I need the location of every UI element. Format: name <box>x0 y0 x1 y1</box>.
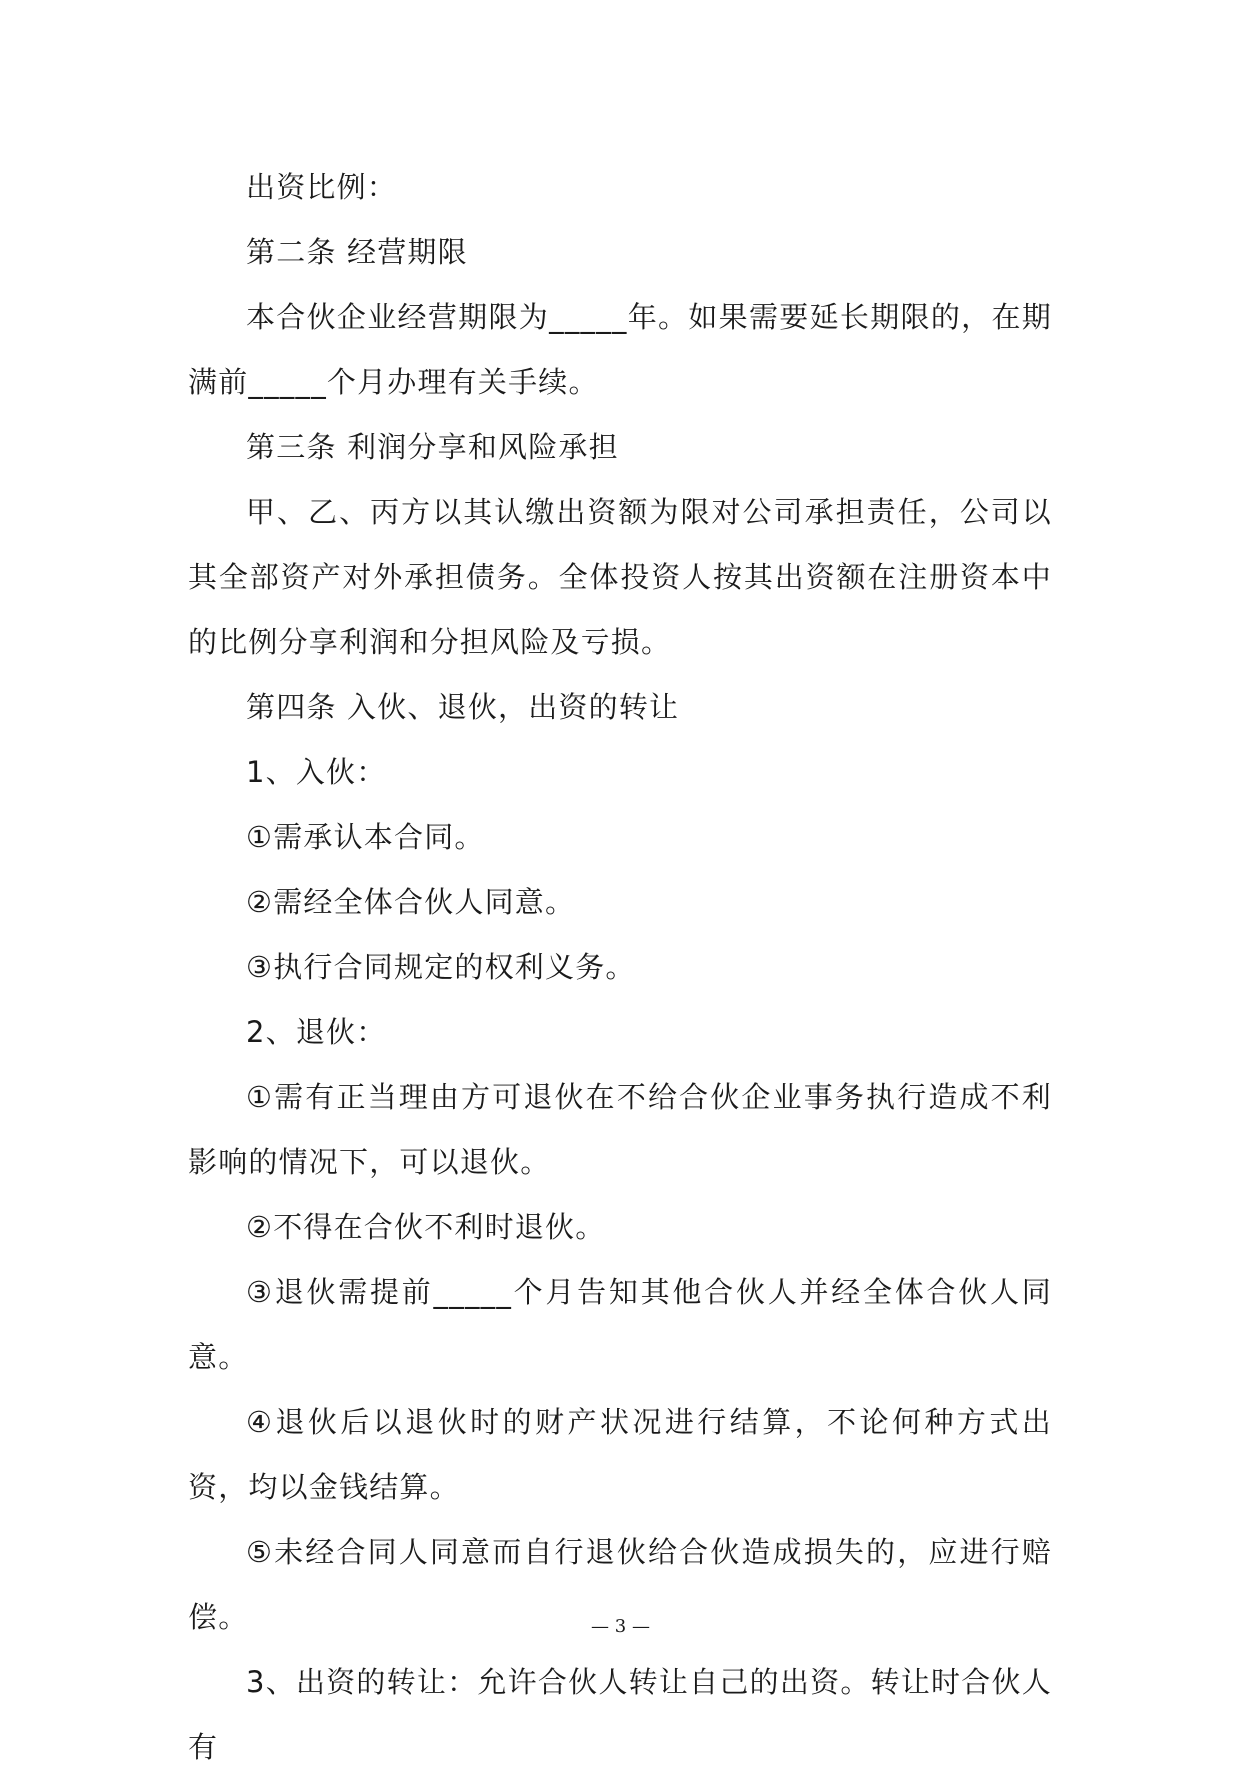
list-item: ③执行合同规定的权利义务。 <box>246 950 636 984</box>
list-item: ④退伙后以退伙时的财产状况进行结算，不论何种方式出资，均以金钱结算。 <box>188 1405 1052 1504</box>
document-body <box>188 155 1052 1780</box>
heading-article-2: 第二条 经营期限 <box>246 235 468 269</box>
paragraph-capital-transfer: 3、出资的转让：允许合伙人转让自己的出资。转让时合伙人有 <box>188 1665 1052 1764</box>
heading-article-3: 第三条 利润分享和风险承担 <box>246 430 619 464</box>
list-item: ①需有正当理由方可退伙在不给合伙企业事务执行造成不利影响的情况下，可以退伙。 <box>188 1080 1052 1179</box>
page-number: — 3 — <box>591 1616 650 1637</box>
heading-article-4: 第四条 入伙、退伙，出资的转让 <box>246 690 680 724</box>
paragraph-capital-ratio: 出资比例： <box>246 170 398 204</box>
list-item: ⑤未经合同人同意而自行退伙给合伙造成损失的，应进行赔偿。 <box>188 1535 1052 1634</box>
paragraph-profit-risk: 甲、乙、丙方以其认缴出资额为限对公司承担责任，公司以其全部资产对外承担债务。全体投资人按其出资额在注册资本中的比例分享利润和分担风险及亏损。 <box>188 495 1052 659</box>
list-item: ③退伙需提前_____个月告知其他合伙人并经全体合伙人同意。 <box>188 1275 1052 1374</box>
subheading-withdrawal: 2、退伙： <box>246 1015 387 1049</box>
subheading-admission: 1、入伙： <box>246 755 387 789</box>
list-item: ②需经全体合伙人同意。 <box>246 885 576 919</box>
list-item: ①需承认本合同。 <box>246 820 485 854</box>
paragraph-operating-term: 本合伙企业经营期限为_____年。如果需要延长期限的，在期满前_____个月办理有关手续。 <box>188 300 1052 399</box>
list-item: ②不得在合伙不利时退伙。 <box>246 1210 606 1244</box>
